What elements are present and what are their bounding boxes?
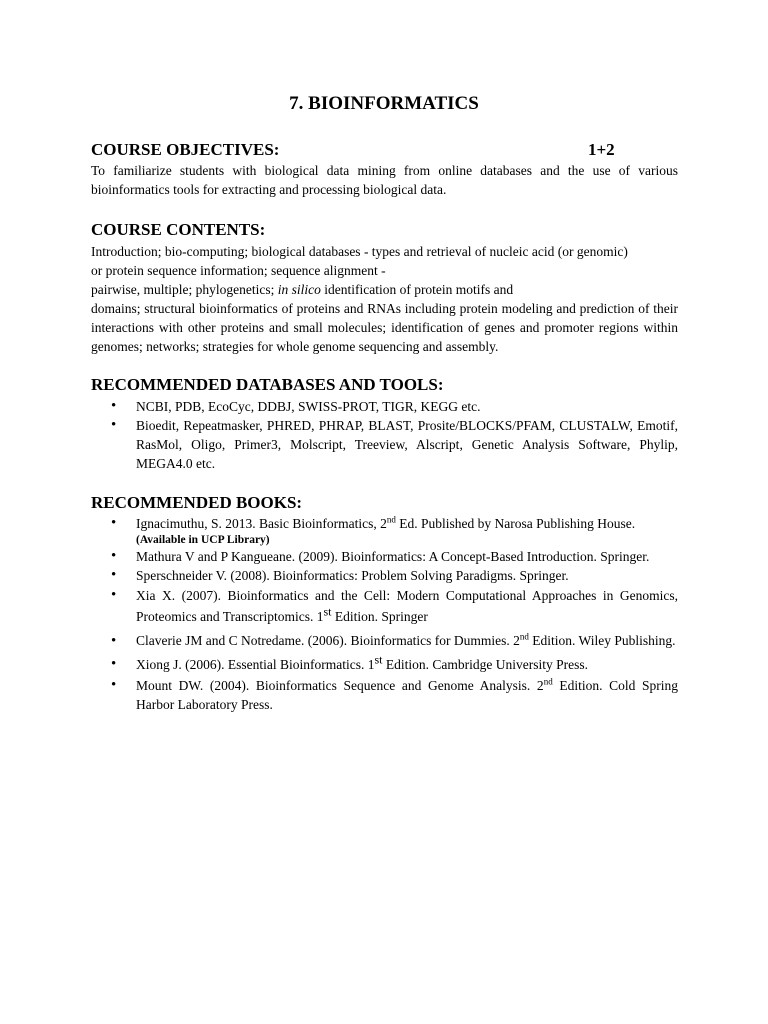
page-title: 7. BIOINFORMATICS: [289, 93, 479, 114]
contents-line-1: Introduction; bio-computing; biological databases - types and retrieval of nucleic acid (or genomic): [91, 244, 628, 259]
list-item: • Mount DW. (2004). Bioinformatics Sequence and Genome Analysis. 2nd Edition. Cold Spring Harbor Laboratory Press.: [91, 676, 678, 714]
list-item: • Ignacimuthu, S. 2013. Basic Bioinformatics, 2nd Ed. Published by Narosa Publishing House. (Available in UCP Library): [91, 514, 678, 547]
objectives-text: To familiarize students with biological data mining from online databases and the use of various bioinformatics tools for extracting and processing biological data.: [91, 163, 678, 197]
list-item: • Sperschneider V. (2008). Bioinformatics: Problem Solving Paradigms. Springer.: [91, 566, 678, 585]
books-list: [91, 514, 678, 714]
books-heading: RECOMMENDED BOOKS:: [91, 493, 303, 512]
in-silico-term: in silico: [277, 282, 321, 297]
list-item: • Claverie JM and C Notredame. (2006). Bioinformatics for Dummies. 2nd Edition. Wiley Publishing.: [91, 631, 678, 651]
list-item: • Xia X. (2007). Bioinformatics and the Cell: Modern Computational Approaches in Genomics, Proteomics and Transcriptomics. 1st Edition. Springer: [91, 585, 678, 627]
library-note: (Available in UCP Library): [136, 534, 270, 546]
contents-rest: domains; structural bioinformatics of proteins and RNAs including protein modeling and prediction of their interactions with other proteins and small molecules; identification of genes and promoter regions within genomes; networks; strategies for whole genome sequencing and assembly.: [91, 301, 678, 354]
contents-heading: COURSE CONTENTS:: [91, 220, 266, 239]
list-item: • Bioedit, Repeatmasker, PHRED, PHRAP, BLAST, Prosite/BLOCKS/PFAM, CLUSTALW, Emotif, RasMol, Oligo, Primer3, Molscript, Treeview, Alscript, Genetic Analysis Software, Phylip, MEGA4.0 etc.: [91, 416, 678, 473]
databases-heading: RECOMMENDED DATABASES AND TOOLS:: [91, 375, 444, 394]
list-item: • Mathura V and P Kangueane. (2009). Bioinformatics: A Concept-Based Introduction. Springer.: [91, 547, 678, 566]
list-item: • Xiong J. (2006). Essential Bioinformatics. 1st Edition. Cambridge University Press.: [91, 655, 678, 674]
contents-line-3: [91, 280, 678, 299]
contents-text: [91, 242, 678, 356]
contents-line-3-end: identification of protein motifs and: [320, 282, 514, 297]
list-item: • NCBI, PDB, EcoCyc, DDBJ, SWISS-PROT, TIGR, KEGG etc.: [91, 397, 678, 416]
contents-line-3-start: pairwise, multiple; phylogenetics;: [91, 282, 278, 297]
databases-list: [91, 397, 678, 473]
contents-line-2: or protein sequence information; sequence alignment -: [91, 263, 386, 278]
objectives-heading: COURSE OBJECTIVES:: [91, 140, 280, 159]
credits-value: 1+2: [588, 140, 615, 159]
